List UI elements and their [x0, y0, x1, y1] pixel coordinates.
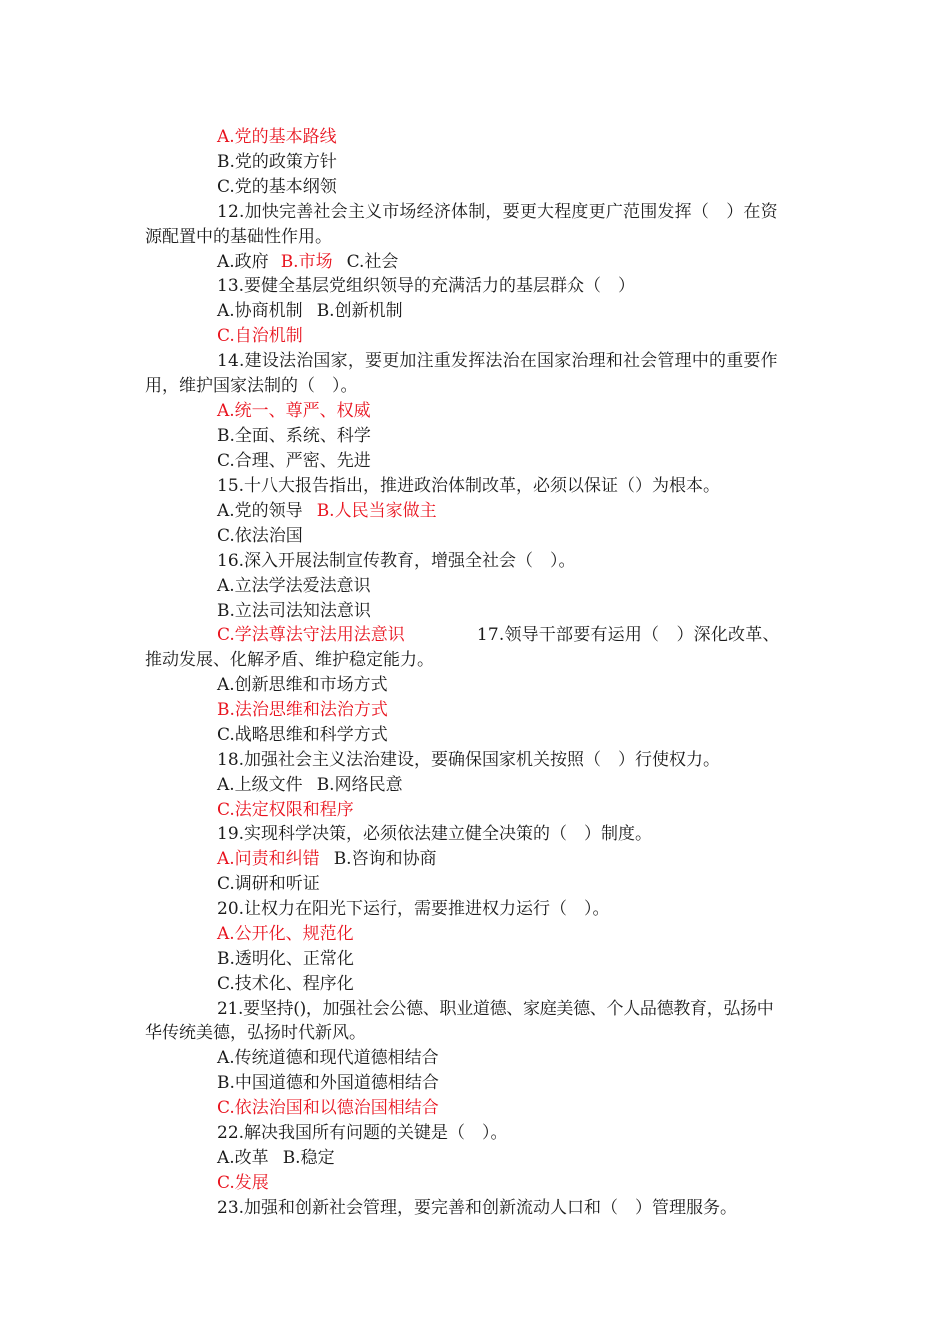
option: A.协商机制 — [217, 301, 303, 321]
option: C.依法治国 — [217, 526, 303, 546]
option: C.调研和听证 — [217, 874, 320, 894]
question-14-continued: 用，维护国家法制的（ ）。 — [145, 376, 358, 396]
answer-option: C.学法尊法守法用法意识 — [217, 625, 405, 645]
question-12: 12.加快完善社会主义市场经济体制，要更大程度更广范围发挥（ ）在资 — [217, 202, 778, 222]
answer-option: C.依法治国和以德治国相结合 — [217, 1098, 439, 1118]
option: A.创新思维和市场方式 — [217, 675, 388, 695]
question-15: 15.十八大报告指出，推进政治体制改革，必须以保证（）为根本。 — [217, 476, 721, 496]
option: B.中国道德和外国道德相结合 — [217, 1073, 439, 1093]
answer-option: C.发展 — [217, 1173, 269, 1193]
option: B.全面、系统、科学 — [217, 426, 371, 446]
option: B.网络民意 — [316, 775, 403, 795]
option: C.党的基本纲领 — [217, 177, 337, 197]
option: C.战略思维和科学方式 — [217, 725, 388, 745]
option: A.传统道德和现代道德相结合 — [217, 1048, 439, 1068]
options-row — [0, 299, 950, 324]
question-22: 22.解决我国所有问题的关键是（ ）。 — [217, 1123, 508, 1143]
option: B.稳定 — [282, 1148, 335, 1168]
option: C.合理、严密、先进 — [217, 451, 371, 471]
options-row — [0, 499, 950, 524]
options-row — [0, 773, 950, 798]
option: A.党的领导 — [217, 501, 303, 521]
answer-option: C.法定权限和程序 — [217, 800, 354, 820]
option: B.透明化、正常化 — [217, 949, 354, 969]
question-17-continued: 推动发展、化解矛盾、维护稳定能力。 — [145, 650, 434, 670]
options-row — [0, 250, 950, 275]
question-21: 21.要坚持()，加强社会公德、职业道德、家庭美德、个人品德教育，弘扬中 — [217, 999, 774, 1019]
options-row — [0, 623, 950, 648]
answer-option: B.市场 — [280, 252, 333, 272]
question-12-continued: 源配置中的基础性作用。 — [145, 227, 332, 247]
question-21-continued: 华传统美德，弘扬时代新风。 — [145, 1023, 366, 1043]
answer-option: A.党的基本路线 — [217, 127, 337, 147]
option: A.立法学法爱法意识 — [217, 576, 371, 596]
option: B.立法司法知法意识 — [217, 601, 371, 621]
options-row — [0, 847, 950, 872]
option: B.创新机制 — [316, 301, 403, 321]
option: C.社会 — [346, 252, 399, 272]
answer-option: B.法治思维和法治方式 — [217, 700, 388, 720]
question-20: 20.让权力在阳光下运行，需要推进权力运行（ ）。 — [217, 899, 610, 919]
option: B.咨询和协商 — [333, 849, 437, 869]
answer-option: B.人民当家做主 — [316, 501, 437, 521]
answer-option: C.自治机制 — [217, 326, 303, 346]
question-14: 14.建设法治国家，要更加注重发挥法治在国家治理和社会管理中的重要作 — [217, 351, 778, 371]
answer-option: A.统一、尊严、权威 — [217, 401, 371, 421]
options-row — [0, 1146, 950, 1171]
option: A.政府 — [217, 252, 269, 272]
question-17: 17.领导干部要有运用（ ）深化改革、 — [476, 625, 780, 645]
answer-option: A.公开化、规范化 — [217, 924, 354, 944]
question-16: 16.深入开展法制宣传教育，增强全社会（ ）。 — [217, 551, 576, 571]
question-23: 23.加强和创新社会管理，要完善和创新流动人口和（ ）管理服务。 — [217, 1198, 738, 1218]
answer-option: A.问责和纠错 — [217, 849, 320, 869]
option: A.改革 — [217, 1148, 269, 1168]
question-18: 18.加强社会主义法治建设，要确保国家机关按照（ ）行使权力。 — [217, 750, 721, 770]
option: A.上级文件 — [217, 775, 303, 795]
option: C.技术化、程序化 — [217, 974, 354, 994]
option: B.党的政策方针 — [217, 152, 337, 172]
question-19: 19.实现科学决策，必须依法建立健全决策的（ ）制度。 — [217, 824, 653, 844]
question-13: 13.要健全基层党组织领导的充满活力的基层群众（ ） — [217, 276, 636, 296]
